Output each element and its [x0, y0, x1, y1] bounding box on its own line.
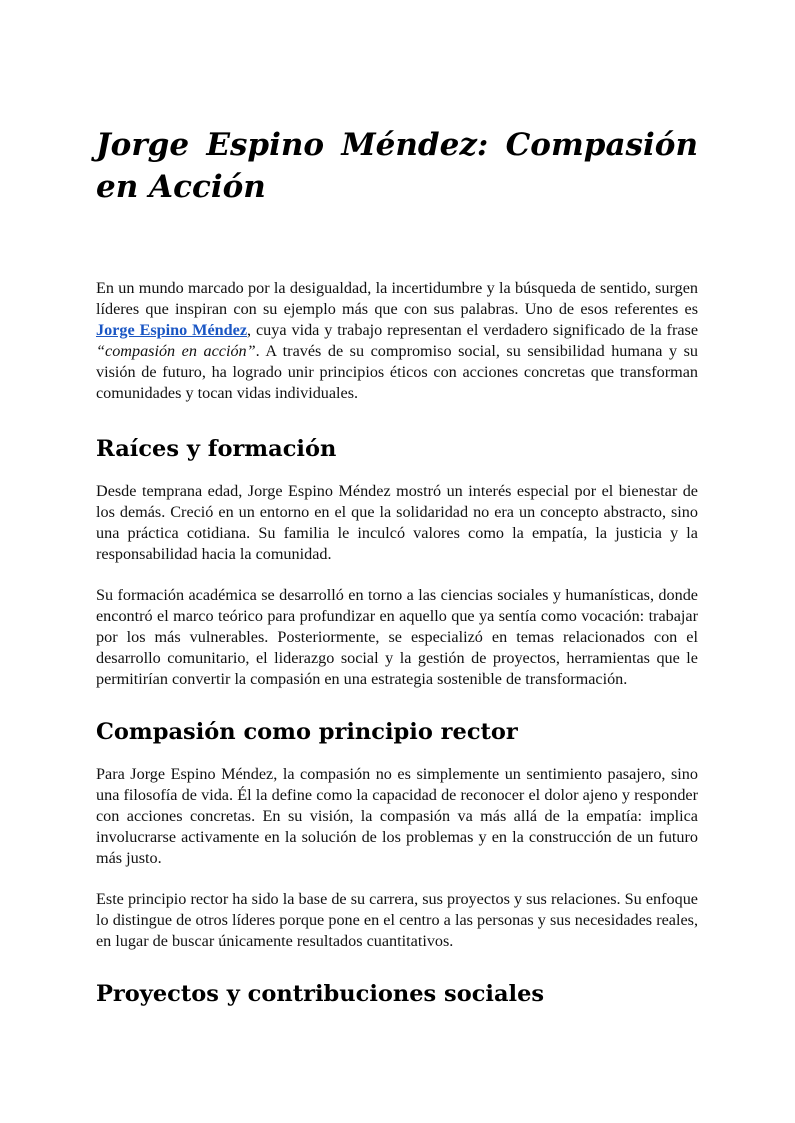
intro-emphasis: “compasión en acción”: [96, 342, 256, 360]
intro-text-part1: En un mundo marcado por la desigualdad, la incertidumbre y la búsqueda de sentido, surgen líderes que inspiran con su ejemplo más que con sus palabras. Uno de esos referentes es: [96, 279, 698, 318]
section-heading-compassion: Compasión como principio rector: [96, 719, 518, 745]
author-link[interactable]: Jorge Espino Méndez: [96, 321, 248, 339]
intro-text-part2: , cuya vida y trabajo representan el verdadero significado de la frase: [247, 321, 698, 339]
document-page: [96, 124, 698, 1009]
compassion-paragraph-1: Para Jorge Espino Méndez, la compasión no es simplemente un sentimiento pasajero, sino una filosofía de vida. Él la define como la capacidad de reconocer el dolor ajeno y responder con acciones concretas. En su visión, la compasión va más allá de la empatía: implica involucrarse activamente en la solución de los problemas y en la construcción de un futuro más justo.: [96, 765, 698, 867]
section-heading-roots: Raíces y formación: [96, 436, 337, 462]
roots-paragraph-2: Su formación académica se desarrolló en torno a las ciencias sociales y humanísticas, donde encontró el marco teórico para profundizar en aquello que ya sentía como vocación: trabajar por los más vulnerables. Posteriormente, se especializó en temas relacionados con el desarrollo comunitario, el liderazgo social y la gestión de proyectos, herramientas que le permitirían convertir la compasión en una estrategia sostenible de transformación.: [96, 586, 698, 688]
compassion-paragraph-2: Este principio rector ha sido la base de su carrera, sus proyectos y sus relaciones. Su enfoque lo distingue de otros líderes porque pone en el centro a las personas y sus necesidades reales, en lugar de buscar únicamente resultados cuantitativos.: [96, 890, 698, 950]
roots-paragraph-1: Desde temprana edad, Jorge Espino Méndez mostró un interés especial por el bienestar de los demás. Creció en un entorno en el que la solidaridad no era un concepto abstracto, sino una práctica cotidiana. Su familia le inculcó valores como la empatía, la justicia y la responsabilidad hacia la comunidad.: [96, 482, 698, 563]
intro-text-part3: . A través de su compromiso social, su sensibilidad humana y su visión de futuro, ha logrado unir principios éticos con acciones concretas que transforman comunidades y tocan vidas individuales.: [96, 342, 699, 402]
page-title: Jorge Espino Méndez: Compasión en Acción: [96, 127, 698, 205]
intro-paragraph: [96, 278, 698, 404]
section-heading-projects: Proyectos y contribuciones sociales: [96, 981, 545, 1007]
